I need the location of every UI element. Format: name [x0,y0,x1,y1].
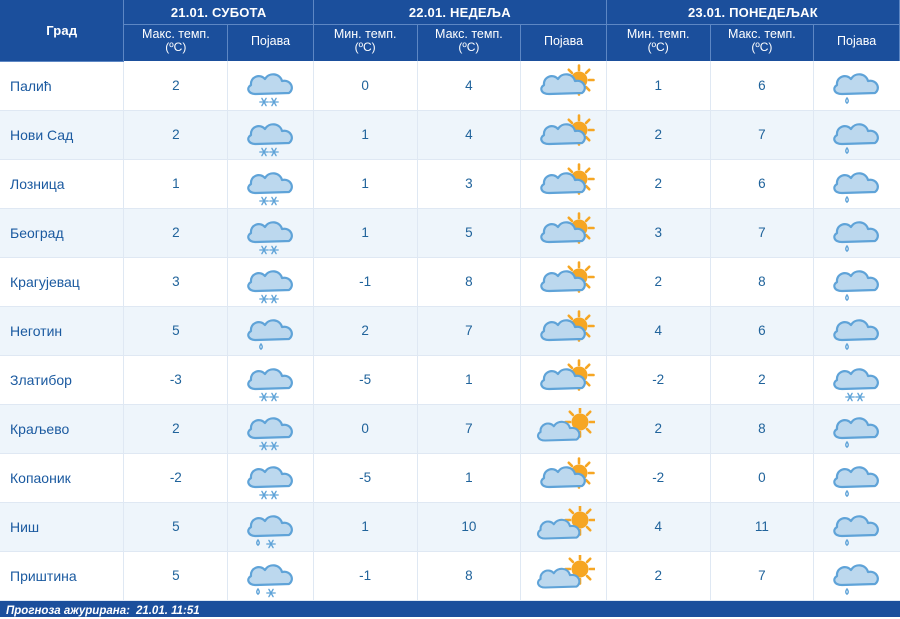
day3-phenomenon-cell [814,306,900,355]
table-body [0,61,900,600]
day3-max-temp: 8 [710,404,814,453]
day3-max-temp: 7 [710,110,814,159]
day2-min-temp: 1 [313,159,417,208]
day2-phenomenon-cell [521,208,607,257]
day3-min-temp: 1 [606,61,710,110]
day1-max-temp: 2 [124,208,228,257]
cloud-snow-icon [826,359,888,405]
day1-phenomenon-cell [228,306,314,355]
day3-max-temp: 7 [710,551,814,600]
cloud-drizzle-icon [826,506,888,548]
cloud-snow-icon [240,64,302,110]
cloud-snow-icon [240,457,302,499]
cloud-drizzle-snow-icon [240,555,302,601]
cloud-sun-icon [533,359,595,401]
table-header [0,0,900,61]
day1-max-temp: 2 [124,404,228,453]
forecast-footer [0,601,900,617]
cloud-drizzle-icon [826,163,888,209]
header-d1-phenomenon: Појава [228,25,314,62]
cloud-drizzle-icon [826,64,888,106]
cloud-drizzle-snow-icon [240,506,302,548]
header-d1-max [124,25,228,62]
header-day-2: 22.01. НЕДЕЉА [313,0,606,25]
header-d1-max-label: Макс. темп. [141,27,210,41]
cloud-drizzle-icon [826,261,888,303]
day2-max-temp: 7 [417,404,521,453]
day3-max-temp: 0 [710,453,814,502]
cloud-snow-icon [240,212,302,258]
day1-phenomenon-cell [228,61,314,110]
day3-max-temp: 6 [710,306,814,355]
header-day-row [0,0,900,25]
day2-max-temp: 7 [417,306,521,355]
table-row [0,551,900,600]
cloud-sun-icon [533,114,595,160]
day1-phenomenon-cell [228,502,314,551]
cloud-snow-icon [240,408,302,454]
day2-phenomenon-cell [521,257,607,306]
header-day-1: 21.01. СУБОТА [124,0,313,25]
day3-min-temp: 2 [606,257,710,306]
table-row [0,502,900,551]
sun-cloud-icon [533,555,595,601]
day3-phenomenon-cell [814,355,900,404]
day1-max-temp: -3 [124,355,228,404]
city-name: Копаоник [0,453,124,502]
header-d3-max [710,25,814,62]
sun-cloud-icon [533,408,595,454]
day2-min-temp: -5 [313,453,417,502]
day2-phenomenon-cell [521,355,607,404]
day2-min-temp: -1 [313,257,417,306]
day2-min-temp: 0 [313,404,417,453]
day2-max-temp: 1 [417,355,521,404]
cloud-sun-icon [533,457,595,499]
city-name: Златибор [0,355,124,404]
day3-min-temp: -2 [606,453,710,502]
day1-phenomenon-cell [228,355,314,404]
day3-min-temp: 4 [606,502,710,551]
header-day-3: 23.01. ПОНЕДЕЉАК [606,0,899,25]
header-d3-min [606,25,710,62]
cloud-drizzle-icon [826,64,888,110]
cloud-drizzle-icon [826,212,888,258]
day3-phenomenon-cell [814,61,900,110]
day2-min-temp: 1 [313,502,417,551]
day3-phenomenon-cell [814,159,900,208]
cloud-sun-icon [533,310,595,356]
cloud-snow-icon [240,261,302,303]
cloud-snow-icon [240,359,302,401]
day2-phenomenon-cell [521,502,607,551]
day1-max-temp: 2 [124,110,228,159]
cloud-drizzle-icon [826,457,888,499]
cloud-snow-icon [240,457,302,503]
table-row [0,306,900,355]
day1-phenomenon-cell [228,404,314,453]
cloud-drizzle-snow-icon [240,555,302,597]
day1-max-temp: -2 [124,453,228,502]
day2-max-temp: 4 [417,110,521,159]
cloud-snow-icon [826,359,888,401]
table-row [0,453,900,502]
table-row [0,404,900,453]
day2-max-temp: 4 [417,61,521,110]
day3-max-temp: 2 [710,355,814,404]
footer-timestamp: 21.01. 11:51 [135,604,200,617]
day2-min-temp: 0 [313,61,417,110]
cloud-sun-icon [533,114,595,156]
day2-phenomenon-cell [521,110,607,159]
cloud-drizzle-icon [826,408,888,450]
day3-min-temp: 2 [606,551,710,600]
city-name: Неготин [0,306,124,355]
day1-max-temp: 1 [124,159,228,208]
day2-min-temp: 1 [313,110,417,159]
cloud-snow-icon [240,408,302,450]
header-d2-min-unit: (ºC) [354,40,376,55]
table-row [0,257,900,306]
cloud-drizzle-icon [826,555,888,601]
table-row [0,61,900,110]
day3-min-temp: 2 [606,159,710,208]
cloud-drizzle-icon [826,310,888,356]
table-row [0,208,900,257]
cloud-sun-icon [533,212,595,254]
day3-phenomenon-cell [814,208,900,257]
header-d2-max-label: Макс. темп. [435,27,503,41]
header-d2-min-label: Мин. темп. [333,27,397,41]
day1-max-temp: 5 [124,306,228,355]
footer-label: Прогноза ажурирана: [6,604,130,617]
cloud-drizzle-icon [826,457,888,503]
day3-min-temp: 4 [606,306,710,355]
cloud-drizzle-icon [826,506,888,552]
day3-max-temp: 8 [710,257,814,306]
day1-phenomenon-cell [228,453,314,502]
cloud-sun-icon [533,359,595,405]
day2-phenomenon-cell [521,404,607,453]
day1-max-temp: 5 [124,502,228,551]
day2-max-temp: 8 [417,257,521,306]
header-d2-min [313,25,417,62]
city-name: Лозница [0,159,124,208]
day1-phenomenon-cell [228,110,314,159]
day2-max-temp: 1 [417,453,521,502]
cloud-snow-icon [240,114,302,156]
header-d3-min-unit: (ºC) [647,40,669,55]
header-city: Град [0,0,124,61]
cloud-drizzle-icon [826,555,888,597]
header-d2-max-unit: (ºC) [458,40,480,55]
cloud-snow-icon [240,64,302,106]
cloud-sun-icon [533,64,595,106]
day3-max-temp: 6 [710,159,814,208]
day2-phenomenon-cell [521,306,607,355]
day2-min-temp: 2 [313,306,417,355]
city-name: Београд [0,208,124,257]
city-name: Приштина [0,551,124,600]
cloud-drizzle-icon [826,212,888,254]
day3-min-temp: -2 [606,355,710,404]
header-d3-max-label: Макс. темп. [728,27,796,41]
day3-phenomenon-cell [814,551,900,600]
header-d3-phenomenon: Појава [814,25,900,62]
cloud-sun-icon [533,163,595,209]
cloud-sun-icon [533,212,595,258]
sun-cloud-icon [533,506,595,552]
cloud-sun-icon [533,261,595,303]
cloud-drizzle-icon [240,310,302,356]
day3-phenomenon-cell [814,110,900,159]
day1-max-temp: 5 [124,551,228,600]
sun-cloud-icon [533,408,595,450]
header-d3-max-unit: (ºC) [751,40,773,55]
day3-phenomenon-cell [814,502,900,551]
cloud-drizzle-snow-icon [240,506,302,552]
day2-max-temp: 8 [417,551,521,600]
day2-min-temp: -5 [313,355,417,404]
table-row [0,159,900,208]
cloud-sun-icon [533,261,595,307]
city-name: Палић [0,61,124,110]
cloud-snow-icon [240,359,302,405]
cloud-snow-icon [240,212,302,254]
day1-max-temp: 3 [124,257,228,306]
cloud-drizzle-icon [826,408,888,454]
sun-cloud-icon [533,506,595,548]
header-sub-row [0,25,900,62]
day3-min-temp: 2 [606,404,710,453]
day3-max-temp: 7 [710,208,814,257]
table-row [0,355,900,404]
cloud-drizzle-icon [826,163,888,205]
day2-max-temp: 10 [417,502,521,551]
day3-phenomenon-cell [814,257,900,306]
cloud-drizzle-icon [826,114,888,156]
cloud-drizzle-icon [826,310,888,352]
day2-max-temp: 5 [417,208,521,257]
header-d3-min-label: Мин. темп. [626,27,690,41]
header-d2-max [417,25,521,62]
sun-cloud-icon [533,555,595,597]
day2-max-temp: 3 [417,159,521,208]
day3-phenomenon-cell [814,453,900,502]
day1-phenomenon-cell [228,208,314,257]
day1-max-temp: 2 [124,61,228,110]
cloud-sun-icon [533,163,595,205]
cloud-sun-icon [533,64,595,110]
cloud-snow-icon [240,114,302,160]
day2-phenomenon-cell [521,61,607,110]
city-name: Краљево [0,404,124,453]
city-name: Крагујевац [0,257,124,306]
city-name: Нови Сад [0,110,124,159]
cloud-snow-icon [240,163,302,205]
day3-phenomenon-cell [814,404,900,453]
day3-max-temp: 6 [710,61,814,110]
cloud-snow-icon [240,163,302,209]
day3-max-temp: 11 [710,502,814,551]
header-d2-phenomenon: Појава [521,25,607,62]
city-name: Ниш [0,502,124,551]
day2-min-temp: -1 [313,551,417,600]
cloud-drizzle-icon [826,114,888,160]
day3-min-temp: 2 [606,110,710,159]
cloud-snow-icon [240,261,302,307]
day2-phenomenon-cell [521,159,607,208]
table-row [0,110,900,159]
day2-min-temp: 1 [313,208,417,257]
day2-phenomenon-cell [521,453,607,502]
cloud-drizzle-icon [240,310,302,352]
day2-phenomenon-cell [521,551,607,600]
cloud-drizzle-icon [826,261,888,307]
day1-phenomenon-cell [228,551,314,600]
cloud-sun-icon [533,457,595,503]
cloud-sun-icon [533,310,595,352]
day3-min-temp: 3 [606,208,710,257]
day1-phenomenon-cell [228,257,314,306]
header-d1-max-unit: (ºC) [165,40,187,55]
day1-phenomenon-cell [228,159,314,208]
